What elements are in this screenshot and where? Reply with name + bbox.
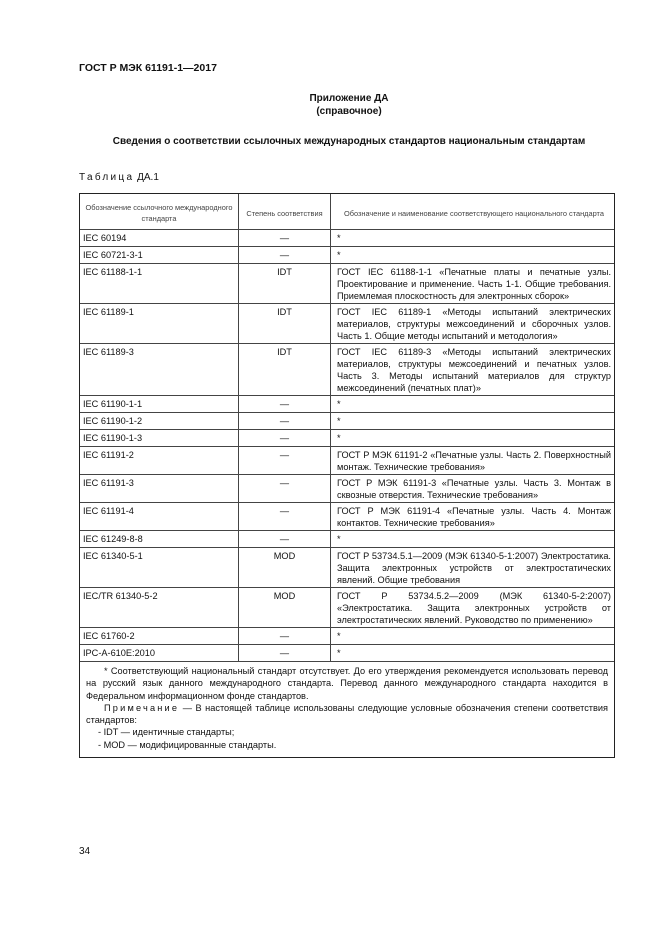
table-notes [80,661,614,757]
std-cell: IEC 61340-5-1 [83,551,143,561]
document-header: ГОСТ Р МЭК 61191-1—2017 [79,62,217,74]
degree-cell: — [279,648,290,658]
degree-cell: MOD [273,551,296,561]
std-cell: IEC 61760-2 [83,631,135,641]
table-row [80,502,614,530]
header-col3: Обозначение и наименование соответствующего национального стандарта [344,208,604,218]
national-cell: * [337,433,341,443]
std-cell: IEC 61190-1-1 [83,399,143,409]
national-cell: ГОСТ Р МЭК 61191-4 «Печатные узлы. Часть 4. Монтаж контактов. Технические требования» [337,506,611,528]
national-cell: ГОСТ Р МЭК 61191-3 «Печатные узлы. Часть 3. Монтаж в сквозные отверстия. Технические требования» [337,478,611,500]
degree-cell: IDT [277,307,292,317]
page-number: 34 [79,846,91,857]
std-cell: IEC 61249-8-8 [83,534,143,544]
degree-cell: — [279,534,290,544]
list-item: - IDT — идентичные стандарты; [98,727,235,738]
national-cell: * [337,233,341,243]
table-row [80,530,614,547]
national-cell: * [337,648,341,658]
degree-cell: IDT [277,267,292,277]
table-row [80,229,614,246]
list-item: - MOD — модифицированные стандарты. [98,739,277,750]
std-cell: IEC 61190-1-3 [83,433,143,443]
table-row [80,446,614,474]
table-row [80,395,614,412]
section-title: Сведения о соответствии ссылочных международных стандартов национальным стандартам [112,136,586,147]
std-cell: IEC 61189-1 [83,307,134,317]
note-text: — В настоящей таблице использованы следующие условные обозначения степени соответствия стандартов: [86,702,609,726]
header-cell [80,194,239,229]
table-label-number: ДА.1 [137,172,159,183]
table-header-row [80,194,614,229]
footnote: * Соответствующий национальный стандарт отсутствует. До его утверждения рекомендуется использовать перевод на русский язык данного международного стандарта. Перевод данного международного стандарта находится в Федеральном информационном фонде стандартов. [86,666,608,701]
national-cell: ГОСТ IEC 61189-3 «Методы испытаний электрических материалов, структуры межсоединений и печатных узлов. Часть 3. Методы испытаний материалов для структур межсоединений (печатных плат)» [337,347,611,393]
std-cell: IEC 60194 [83,233,127,243]
header-col2: Степень соответствия [246,208,323,218]
header-cell [331,194,614,229]
degree-cell: — [279,250,290,260]
table-row [80,343,614,395]
std-cell: IEC 61188-1-1 [83,267,143,277]
table-row [80,587,614,627]
table-row [80,246,614,263]
degree-cell: — [279,433,290,443]
national-cell: ГОСТ IEC 61188-1-1 «Печатные платы и печатные узлы. Проектирование и применение. Часть 1-1. Общие требования. Приемлемая плоскостность для электронных сборок» [337,267,611,301]
std-cell: IEC 61191-2 [83,450,134,460]
header-cell [239,194,331,229]
national-cell: * [337,416,341,426]
note-label: Примечание [104,702,180,713]
national-cell: * [337,631,341,641]
header-col1: Обозначение ссылочного международного стандарта [85,203,233,223]
national-cell: * [337,534,341,544]
national-cell: * [337,399,341,409]
degree-cell: — [279,416,290,426]
appendix-title: Приложение ДА [309,93,389,104]
degree-cell: — [279,399,290,409]
degree-cell: IDT [277,347,292,357]
degree-cell: — [279,506,290,516]
national-cell: ГОСТ Р 53734.5.2—2009 (МЭК 61340-5-2:2007) «Электростатика. Защита электронных устройств от электростатических явлений. Руководство по применению» [337,591,611,625]
table-row [80,429,614,446]
national-cell: ГОСТ Р 53734.5.1—2009 (МЭК 61340-5-1:2007) Электростатика. Защита электронных устройств от электростатических явлений. Общие требования [337,551,611,585]
national-cell: ГОСТ IEC 61189-1 «Методы испытаний электрических материалов, структуры межсоединений и сборочных узлов. Часть 1. Общие методы испытаний и методология» [337,307,611,341]
national-cell: * [337,250,341,260]
table-row [80,644,614,661]
std-cell: IEC 60721-3-1 [83,250,143,260]
national-cell: ГОСТ Р МЭК 61191-2 «Печатные узлы. Часть 2. Поверхностный монтаж. Технические требования» [337,450,611,472]
std-cell: IEC/TR 61340-5-2 [83,591,158,601]
std-cell: IEC 61189-3 [83,347,134,357]
table-row [80,303,614,343]
appendix-subtitle: (справочное) [316,106,382,117]
std-cell: IEC 61190-1-2 [83,416,143,426]
degree-cell: — [279,478,290,488]
note-paragraph [86,702,608,727]
std-cell: IEC 61191-4 [83,506,134,516]
conformity-table [79,193,615,758]
table-row [80,547,614,587]
table-row [80,474,614,502]
table-label-prefix: Таблица [79,172,135,183]
degree-cell: — [279,631,290,641]
table-label [79,172,159,183]
degree-cell: — [279,233,290,243]
table-row [80,627,614,644]
table-row [80,263,614,303]
std-cell: IPC-A-610E:2010 [83,648,156,658]
degree-cell: — [279,450,290,460]
std-cell: IEC 61191-3 [83,478,134,488]
degree-cell: MOD [273,591,296,601]
table-row [80,412,614,429]
